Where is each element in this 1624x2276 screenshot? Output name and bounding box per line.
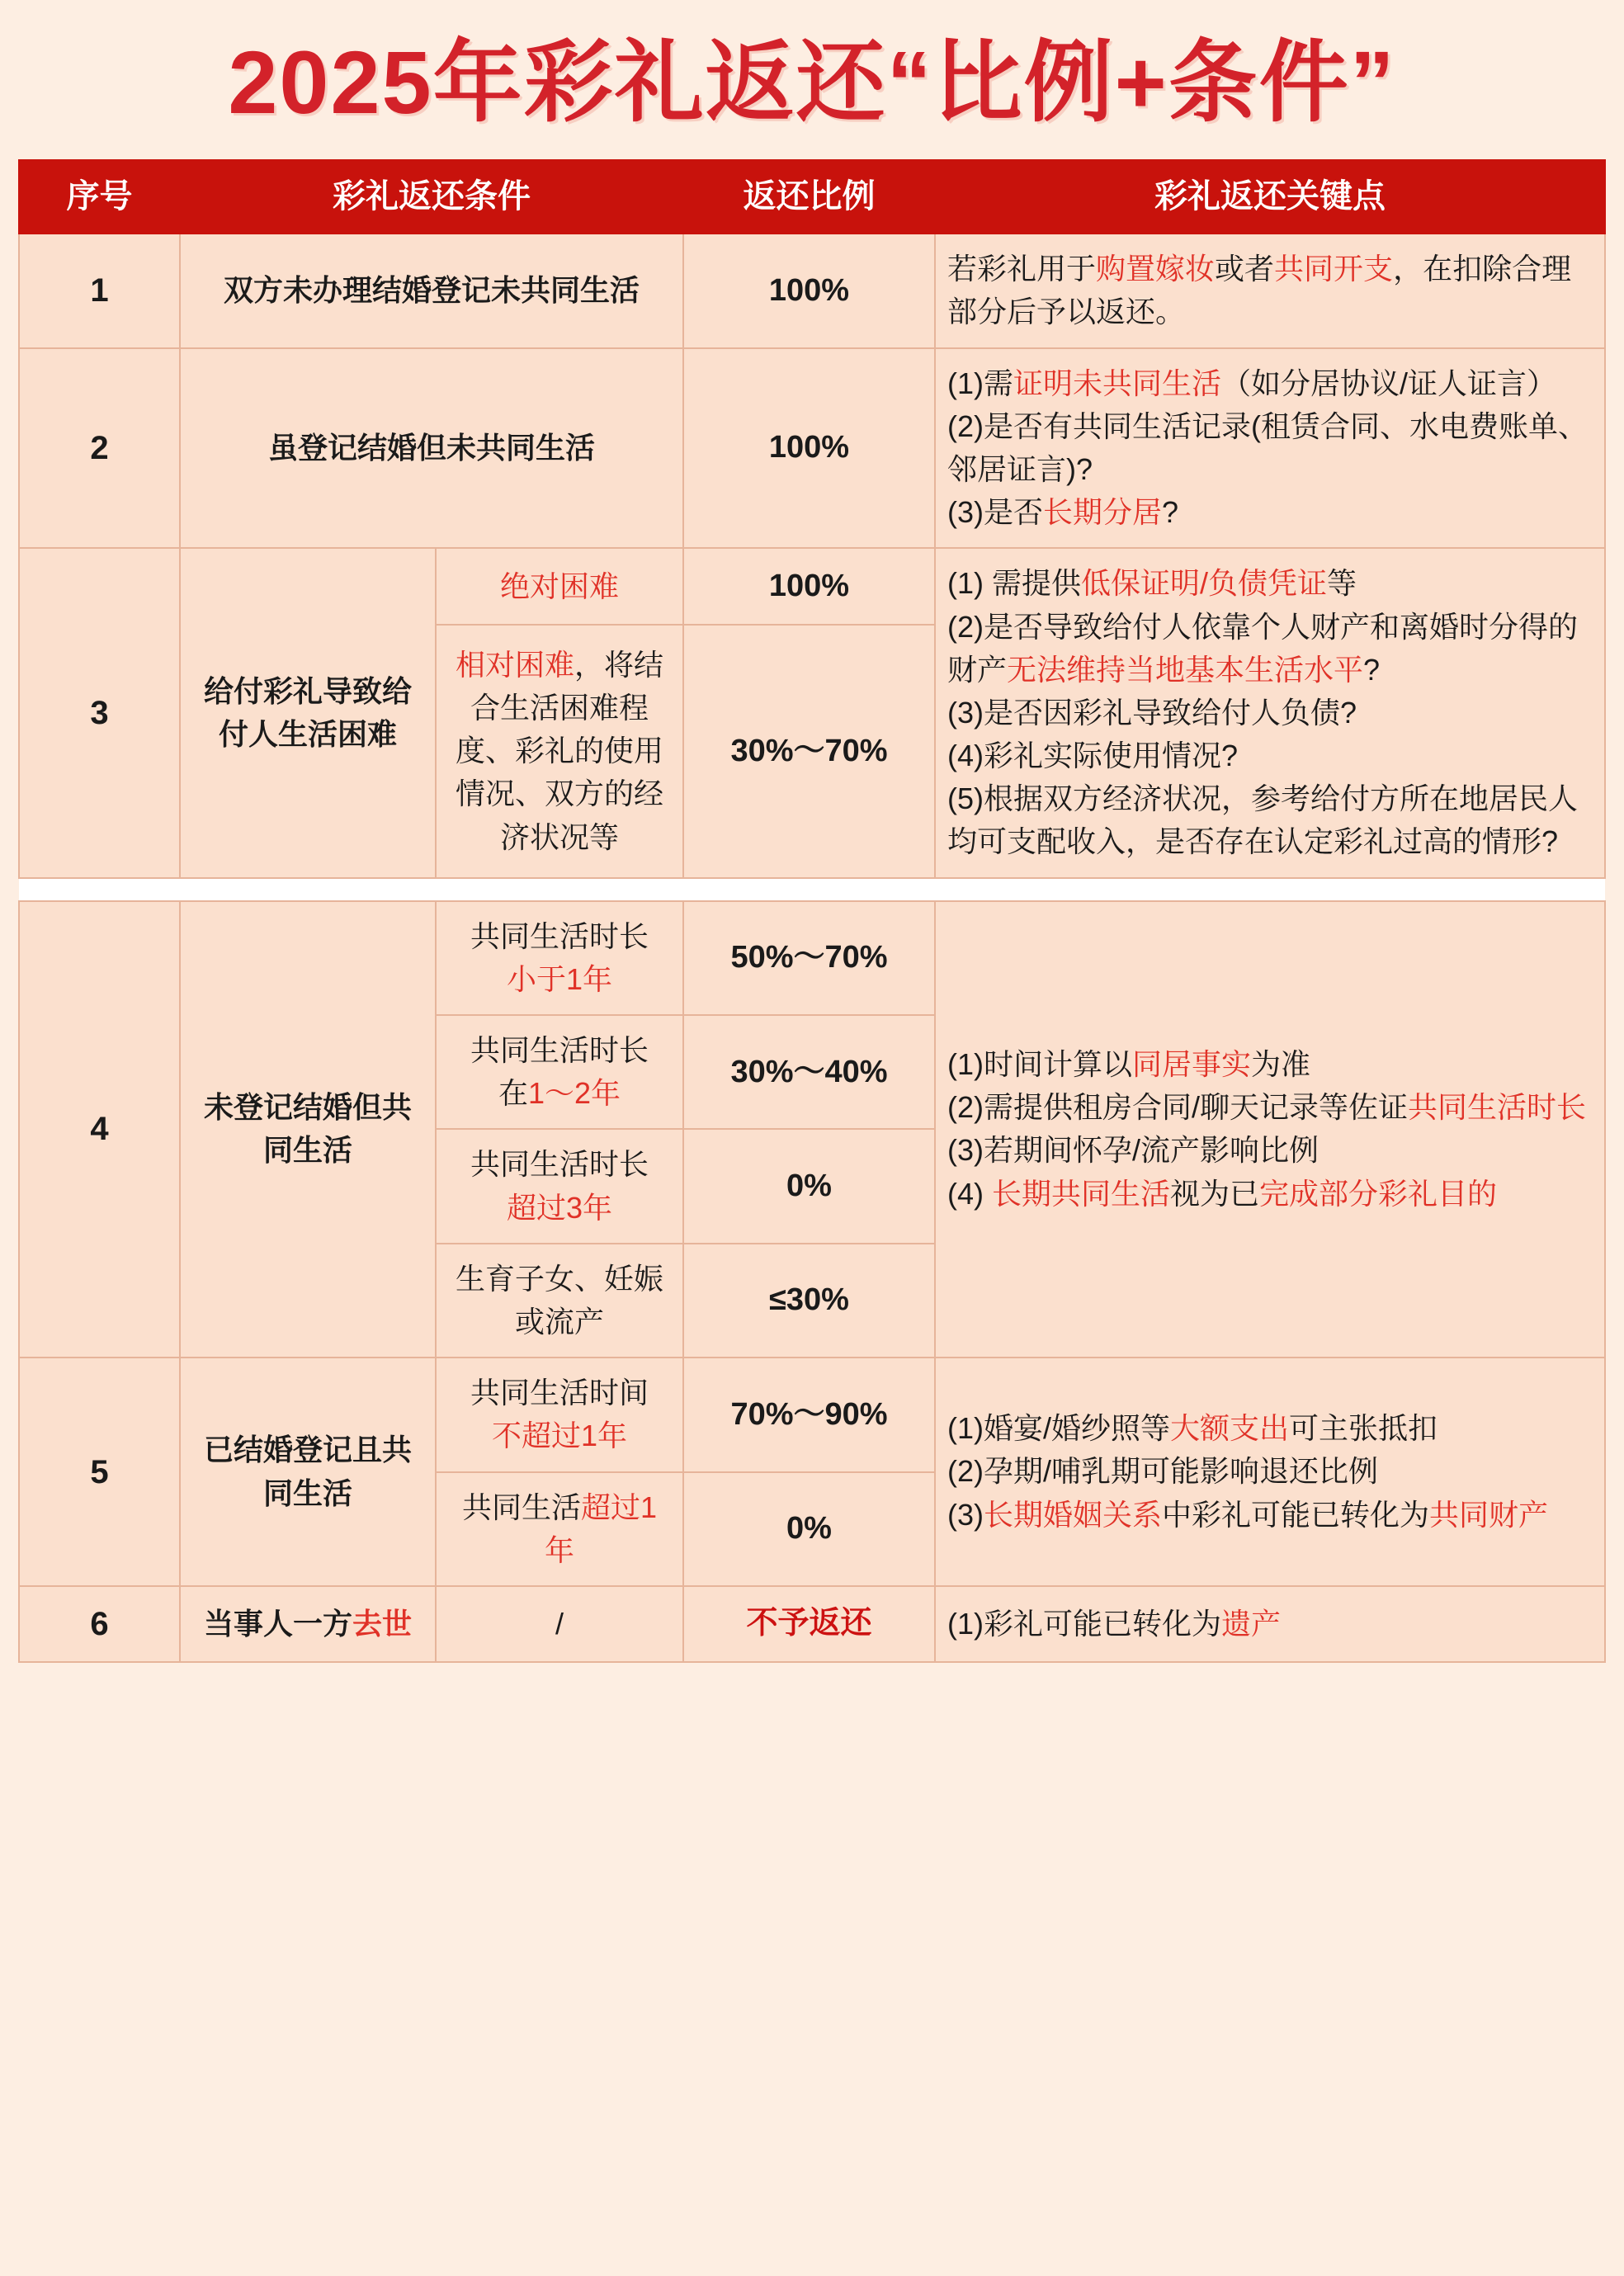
header-condition: [180, 160, 683, 234]
header-key-points-text: 彩礼返还关键点: [1154, 178, 1386, 215]
row-subcondition: 共同生活时长 小于1年: [436, 901, 683, 1015]
table-row: [19, 348, 1605, 549]
row-ratio: 不予返还: [683, 1586, 935, 1662]
header-ratio: [683, 160, 935, 234]
header-condition-text: 彩礼返还条件: [333, 178, 531, 215]
row-ratio: 100%: [683, 548, 935, 625]
row-subcondition: 绝对困难: [436, 548, 683, 625]
row-number: 5: [19, 1358, 180, 1586]
table-row: [19, 1358, 1605, 1471]
table-header-row: [19, 160, 1605, 234]
row-ratio: 0%: [683, 1129, 935, 1243]
row-number: 2: [19, 348, 180, 549]
row-number: 1: [19, 234, 180, 347]
bride-price-return-table: [18, 159, 1606, 1663]
row-subcondition: 相对困难，将结合生活困难程度、彩礼的使用情况、双方的经济状况等: [436, 625, 683, 878]
row-subcondition: 共同生活时长 在1～2年: [436, 1015, 683, 1129]
row-subcondition: 共同生活超过1年: [436, 1472, 683, 1586]
row-key-points: (1)彩礼可能已转化为遗产: [935, 1586, 1605, 1662]
row-ratio: ≤30%: [683, 1244, 935, 1358]
row-ratio: 70%～90%: [683, 1358, 935, 1471]
row-subcondition: 共同生活时间 不超过1年: [436, 1358, 683, 1471]
row-ratio: 100%: [683, 348, 935, 549]
header-no-text: 序号: [66, 178, 133, 215]
row-subcondition: /: [436, 1586, 683, 1662]
row-condition: 双方未办理结婚登记未共同生活: [180, 234, 683, 347]
header-no: [19, 160, 180, 234]
table-body: [19, 234, 1605, 1662]
row-number: 4: [19, 901, 180, 1358]
table-row: [19, 901, 1605, 1015]
header-ratio-text: 返还比例: [743, 178, 876, 215]
row-subcondition: 共同生活时长 超过3年: [436, 1129, 683, 1243]
table-row: [19, 548, 1605, 625]
row-key-points: (1) 需提供低保证明/负债凭证等 (2)是否导致给付人依靠个人财产和离婚时分得的财产无法维持当地基本生活水平? (3)是否因彩礼导致给付人负债? (4)彩礼实际使用情况? (5)根据双方经济状况，参考给付方所在地居民人均可支配收入，是否存在认定彩礼过高的情形?: [935, 548, 1605, 877]
section-divider: [19, 878, 1605, 901]
row-ratio: 50%～70%: [683, 901, 935, 1015]
page-title: 2025年彩礼返还“比例+条件”: [228, 32, 1396, 132]
header-key-points: [935, 160, 1605, 234]
row-condition: 当事人一方去世: [180, 1586, 436, 1662]
row-condition: 已结婚登记且共同生活: [180, 1358, 436, 1586]
table-row: [19, 234, 1605, 347]
row-subcondition: 生育子女、妊娠或流产: [436, 1244, 683, 1358]
row-condition: 虽登记结婚但未共同生活: [180, 348, 683, 549]
row-key-points: (1)时间计算以同居事实为准 (2)需提供租房合同/聊天记录等佐证共同生活时长 (3)若期间怀孕/流产影响比例 (4) 长期共同生活视为已完成部分彩礼目的: [935, 901, 1605, 1358]
row-number: 6: [19, 1586, 180, 1662]
row-key-points: 若彩礼用于购置嫁妆或者共同开支，在扣除合理部分后予以返还。: [935, 234, 1605, 347]
section-divider-cell: [19, 878, 1605, 901]
row-ratio: 30%～70%: [683, 625, 935, 878]
row-ratio: 30%～40%: [683, 1015, 935, 1129]
row-number: 3: [19, 548, 180, 877]
table-row: [19, 1586, 1605, 1662]
row-ratio: 0%: [683, 1472, 935, 1586]
row-key-points: (1)需证明未共同生活（如分居协议/证人证言） (2)是否有共同生活记录(租赁合同、水电费账单、邻居证言)? (3)是否长期分居?: [935, 348, 1605, 549]
row-condition: 未登记结婚但共同生活: [180, 901, 436, 1358]
row-ratio: 100%: [683, 234, 935, 347]
row-condition: 给付彩礼导致给付人生活困难: [180, 548, 436, 877]
row-key-points: (1)婚宴/婚纱照等大额支出可主张抵扣 (2)孕期/哺乳期可能影响退还比例 (3)长期婚姻关系中彩礼可能已转化为共同财产: [935, 1358, 1605, 1586]
